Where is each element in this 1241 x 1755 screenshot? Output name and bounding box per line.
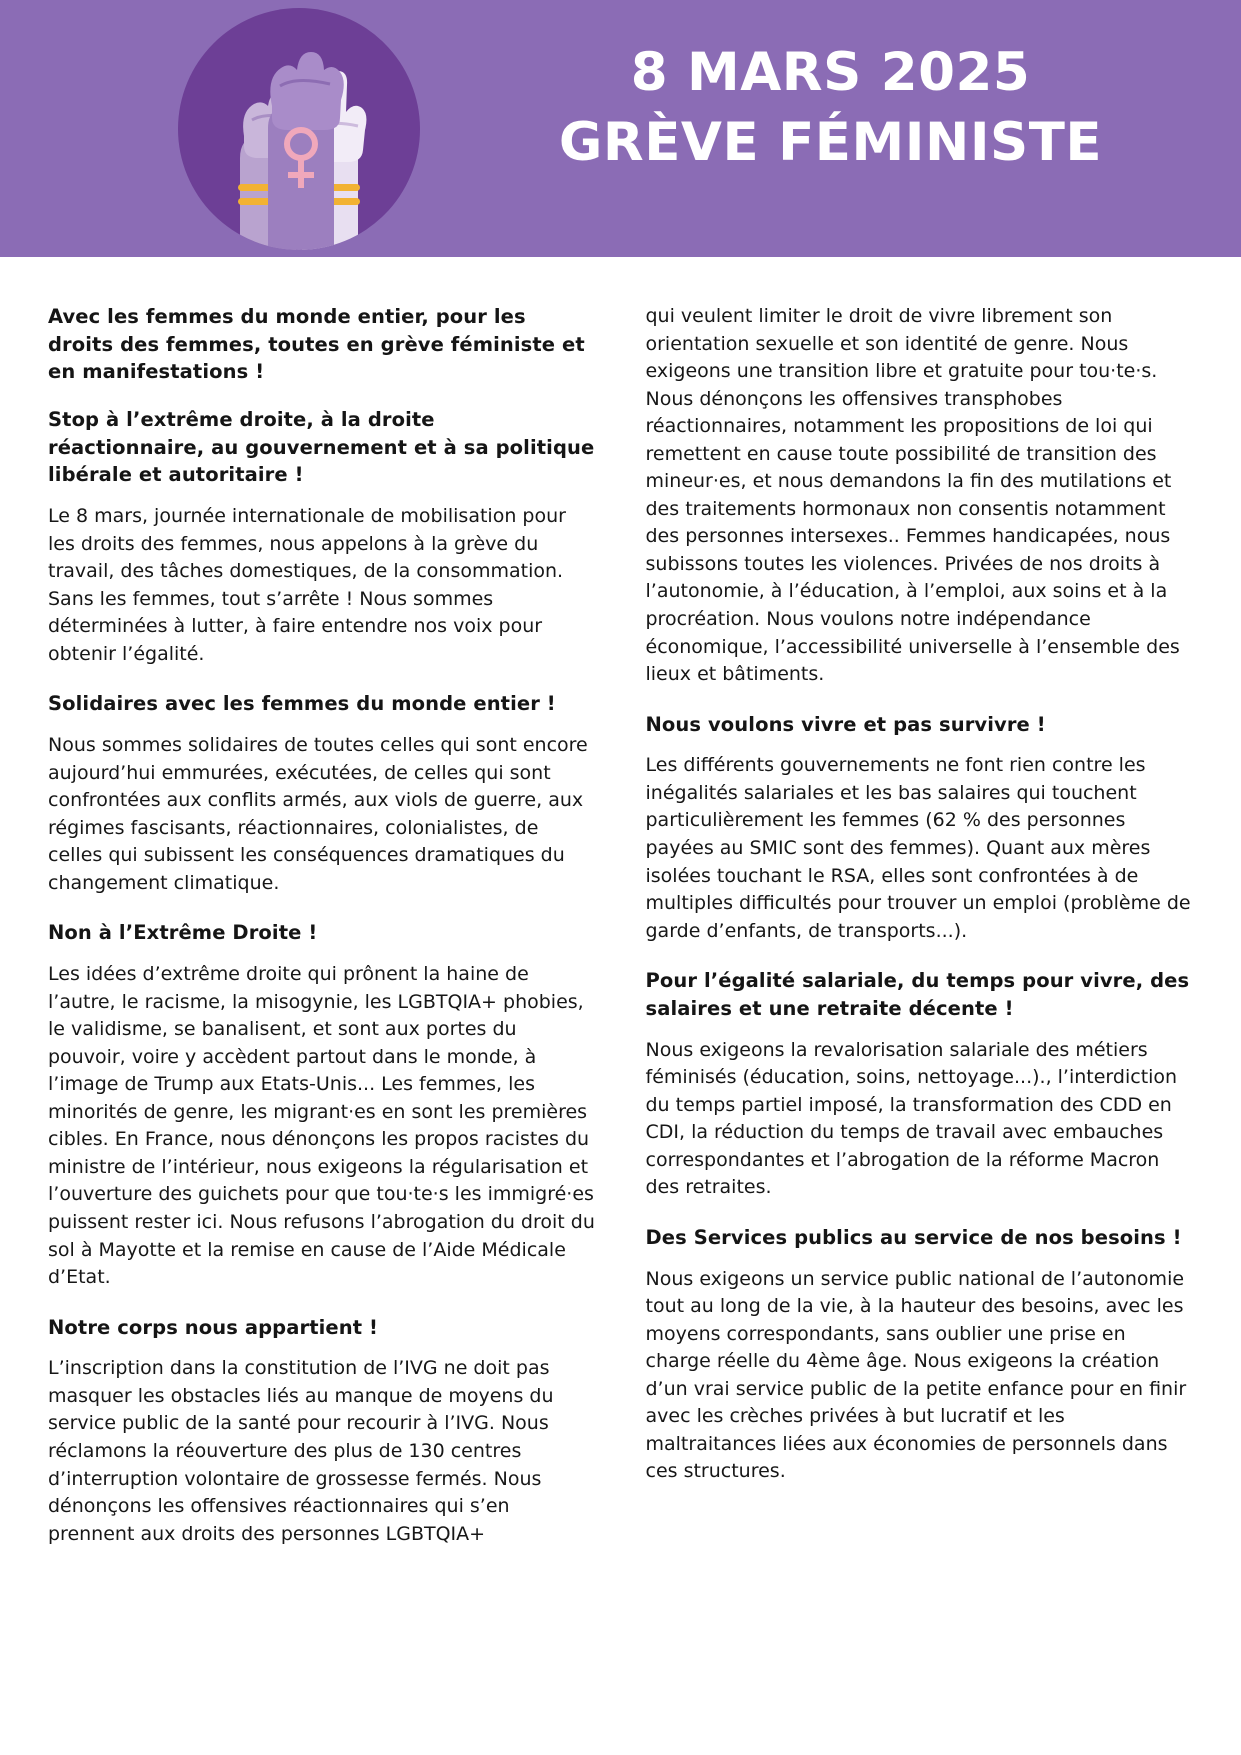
section-heading: Stop à l’extrême droite, à la droite réactionnaire, au gouvernement et à sa politique libérale et autoritaire ! (48, 408, 595, 487)
page-title-line2: GRÈVE FÉMINISTE (558, 111, 1103, 173)
section-heading: Nous voulons vivre et pas survivre ! (645, 712, 1046, 736)
body-paragraph: Le 8 mars, journée internationale de mobilisation pour les droits des femmes, nous appelons à la grève du travail, des tâches domestiques, de la consommation. Sans les femmes, tout s’arrête ! Nous sommes déterminées à lutter, à faire entendre nos voix pour obtenir l’égalité. (48, 505, 566, 665)
document-body (0, 257, 1241, 1548)
body-paragraph: qui veulent limiter le droit de vivre librement son orientation sexuelle et son identité de genre. Nous exigeons une transition libre et gratuite pour tou·te·s. Nous dénonçons les offensives transphobes réactionnaires, notamment les propositions de loi qui remettent en cause toute possibilité de transition des mineur·es, et nous demandons la fin des mutilations et des traitements hormonaux non consentis notamment des personnes intersexes.. Femmes handicapées, nous subissons toutes les violences. Privées de nos droits à l’autonomie, à l’éducation, à l’emploi, aux soins et à la procréation. Nous voulons notre indépendance économique, l’accessibilité universelle à l’ensemble des lieux et bâtiments. (645, 305, 1180, 686)
section-heading: Non à l’Extrême Droite ! (48, 921, 318, 945)
logo (178, 8, 420, 250)
page-title (420, 38, 1241, 178)
body-paragraph: Nous exigeons la revalorisation salariale des métiers féminisés (éducation, soins, nettoyage...)., l’interdiction du temps partiel imposé, la transformation des CDD en CDI, la réduction du temps de travail avec embauches correspondantes et l’abrogation de la réforme Macron des retraites. (645, 1038, 1178, 1199)
body-paragraph: Nous exigeons un service public national de l’autonomie tout au long de la vie, à la hauteur des besoins, avec les moyens correspondants, sans oublier une prise en charge réelle du 4ème âge. Nous exigeons la création d’un vrai service public de la petite enfance pour en finir avec les crèches privées à but lucratif et les maltraitances liées aux économies de personnels dans ces structures. (645, 1267, 1187, 1483)
body-paragraph: L’inscription dans la constitution de l’IVG ne doit pas masquer les obstacles liés au manque de moyens du service public de la santé pour recourir à l’IVG. Nous réclamons la réouverture des plus de 130 centres d’interruption volontaire de grossesse fermés. Nous dénonçons les offensives réactionnaires qui s’en prennent aux droits des personnes LGBTQIA+ (48, 1357, 554, 1545)
section-heading: Des Services publics au service de nos besoins ! (645, 1225, 1182, 1249)
page-header (0, 0, 1241, 257)
logo-circle (178, 8, 420, 250)
section-heading: Avec les femmes du monde entier, pour les droits des femmes, toutes en grève féministe et en manifestations ! (48, 305, 585, 384)
left-column (48, 303, 596, 1548)
raised-fists-venus-symbol-icon (178, 8, 420, 250)
body-paragraph: Les différents gouvernements ne font rien contre les inégalités salariales et les bas salaires qui touchent particulièrement les femmes (62 % des personnes payées au SMIC sont des femmes). Quant aux mères isolées touchant le RSA, elles sont confrontées à de multiples difficultés pour trouver un emploi (problème de garde d’enfants, de transports...). (645, 754, 1191, 942)
section-heading: Solidaires avec les femmes du monde entier ! (48, 692, 556, 716)
section-heading: Notre corps nous appartient ! (48, 1315, 379, 1339)
body-paragraph: Les idées d’extrême droite qui prônent la haine de l’autre, le racisme, la misogynie, les LGBTQIA+ phobies, le validisme, se banalisent, et sont aux portes du pouvoir, voire y accèdent partout dans le monde, à l’image de Trump aux Etats-Unis... Les femmes, les minorités de genre, les migrant·es en sont les premières cibles. En France, nous dénonçons les propos racistes du ministre de l’intérieur, nous exigeons la régularisation et l’ouverture des guichets pour que tou·te·s les immigré·es puissent rester ici. Nous refusons l’abrogation du droit du sol à Mayotte et la remise en cause de l’Aide Médicale d’Etat. (48, 963, 595, 1289)
body-paragraph: Nous sommes solidaires de toutes celles qui sont encore aujourd’hui emmurées, exécutées, de celles qui sont confrontées aux conflits armés, aux viols de guerre, aux régimes fascisants, réactionnaires, colonialistes, de celles qui subissent les conséquences dramatiques du changement climatique. (48, 734, 588, 894)
page-title-line1: 8 MARS 2025 (630, 42, 1031, 103)
section-heading: Pour l’égalité salariale, du temps pour vivre, des salaires et une retraite décente ! (645, 969, 1190, 1020)
right-column (646, 303, 1194, 1486)
